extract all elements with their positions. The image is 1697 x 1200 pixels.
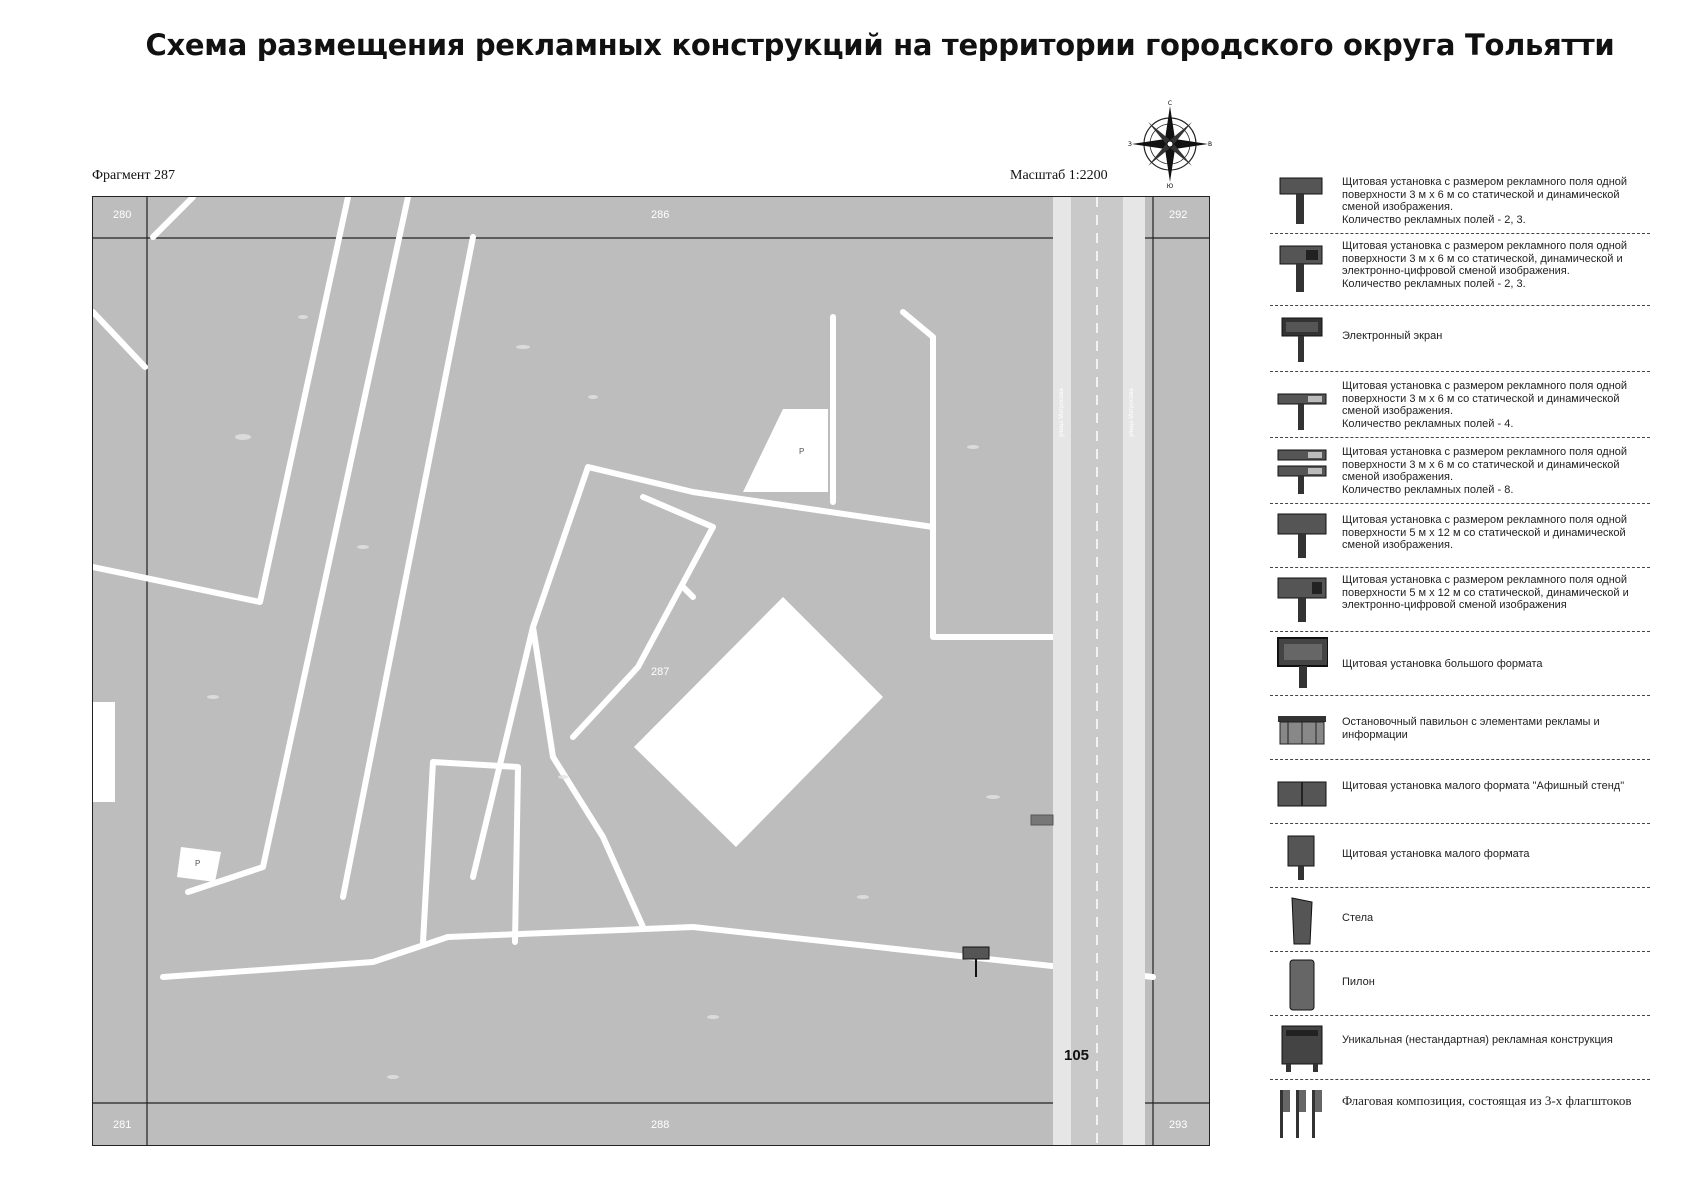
map-fragment[interactable]	[92, 196, 1210, 1146]
sheet-number-top-mid: 286	[651, 209, 670, 221]
legend-text-14: Уникальная (нестандартная) рекламная конструкция	[1342, 1034, 1613, 1046]
street-label-right-lane: улица Матросова	[1129, 388, 1135, 437]
legend-text-11: Щитовая установка малого формата	[1342, 848, 1530, 860]
legend-item-4	[1270, 372, 1650, 438]
large-format-billboard-icon	[1276, 636, 1328, 697]
legend-item-8	[1270, 632, 1650, 696]
billboard-3x6-eight-fields-icon	[1276, 446, 1328, 503]
stele-icon	[1276, 896, 1328, 953]
legend-text-15: Флаговая композиция, состоящая из 3-х флагштоков	[1342, 1093, 1632, 1108]
street-label-left-lane: улица Матросова	[1059, 388, 1065, 437]
legend-item-9	[1270, 696, 1650, 760]
pylon-icon	[1276, 958, 1328, 1017]
legend-item-10	[1270, 760, 1650, 824]
legend-item-13	[1270, 952, 1650, 1016]
sheet-number-bottom-right: 293	[1169, 1119, 1188, 1131]
legend-item-2	[1270, 234, 1650, 306]
compass-north: С	[1167, 100, 1173, 107]
legend-item-5	[1270, 438, 1650, 504]
legend-text-8: Щитовая установка большого формата	[1342, 658, 1543, 670]
billboard-5x12-static-dynamic-icon	[1276, 510, 1328, 567]
legend-item-7	[1270, 568, 1650, 632]
billboard-3x6-digital-icon	[1276, 244, 1328, 301]
legend-item-14	[1270, 1016, 1650, 1080]
legend-text-13: Пилон	[1342, 976, 1375, 988]
construction-number-105[interactable]: 105	[1064, 1047, 1090, 1064]
legend-item-6	[1270, 504, 1650, 568]
compass-south: Ю	[1166, 183, 1174, 188]
sheet-number-bottom-left: 281	[113, 1119, 132, 1131]
legend-text-7: Щитовая установка с размером рекламного поля одной поверхности 5 м х 12 м со статической, динамической и электронно-цифровой сменой изображения	[1342, 574, 1629, 612]
legend-text-1: Щитовая установка с размером рекламного поля одной поверхности 3 м х 6 м со статической и динамической сменой изображения. Количество рекламных полей - 2, 3.	[1342, 176, 1628, 226]
legend	[1270, 168, 1650, 1144]
parking-marker: P	[799, 447, 805, 456]
sheet-number-center: 287	[651, 666, 670, 678]
flag-composition-icon	[1276, 1088, 1328, 1145]
legend-text-10: Щитовая установка малого формата "Афишный стенд"	[1342, 780, 1625, 792]
fragment-label: Фрагмент 287	[92, 168, 176, 183]
billboard-3x6-static-dynamic-icon	[1276, 176, 1328, 233]
scale-label: Масштаб 1:2200	[1010, 168, 1108, 183]
legend-text-2: Щитовая установка с размером рекламного поля одной поверхности 3 м х 6 м со статической, динамической и электронно-цифровой сменой изображения. Количество рекламных полей - 2, 3.	[1342, 240, 1628, 290]
legend-item-12	[1270, 888, 1650, 952]
unique-structure-icon	[1276, 1022, 1328, 1079]
compass-east: В	[1208, 141, 1213, 148]
sheet-number-bottom-mid: 288	[651, 1119, 670, 1131]
compass-west: З	[1128, 141, 1132, 148]
legend-item-15	[1270, 1080, 1650, 1144]
legend-item-3	[1270, 306, 1650, 372]
sheet-number-top-right: 292	[1169, 209, 1188, 221]
sheet-number-top-left: 280	[113, 209, 132, 221]
legend-text-4: Щитовая установка с размером рекламного поля одной поверхности 3 м х 6 м со статической и динамической сменой изображения. Количество рекламных полей - 4.	[1342, 380, 1628, 430]
page-title: Схема размещения рекламных конструкций на территории городского округа Тольятти	[145, 28, 1615, 62]
compass-rose-icon	[1126, 100, 1214, 188]
legend-text-6: Щитовая установка с размером рекламного поля одной поверхности 5 м х 12 м со статической и динамической сменой изображения.	[1342, 514, 1628, 552]
legend-text-12: Стела	[1342, 912, 1374, 924]
parking-marker-2: P	[195, 859, 201, 868]
small-format-billboard-icon	[1276, 834, 1328, 889]
legend-text-3: Электронный экран	[1342, 330, 1443, 342]
poster-stand-icon	[1276, 778, 1328, 817]
legend-text-5: Щитовая установка с размером рекламного поля одной поверхности 3 м х 6 м со статической и динамической сменой изображения. Количество рекламных полей - 8.	[1342, 446, 1628, 496]
legend-item-11	[1270, 824, 1650, 888]
bus-stop-pavilion-icon	[1276, 714, 1328, 753]
electronic-screen-icon	[1276, 314, 1328, 371]
billboard-3x6-four-fields-icon	[1276, 380, 1328, 437]
billboard-5x12-digital-icon	[1276, 574, 1328, 631]
legend-text-9: Остановочный павильон с элементами рекламы и информации	[1342, 716, 1600, 741]
legend-item-1	[1270, 168, 1650, 234]
